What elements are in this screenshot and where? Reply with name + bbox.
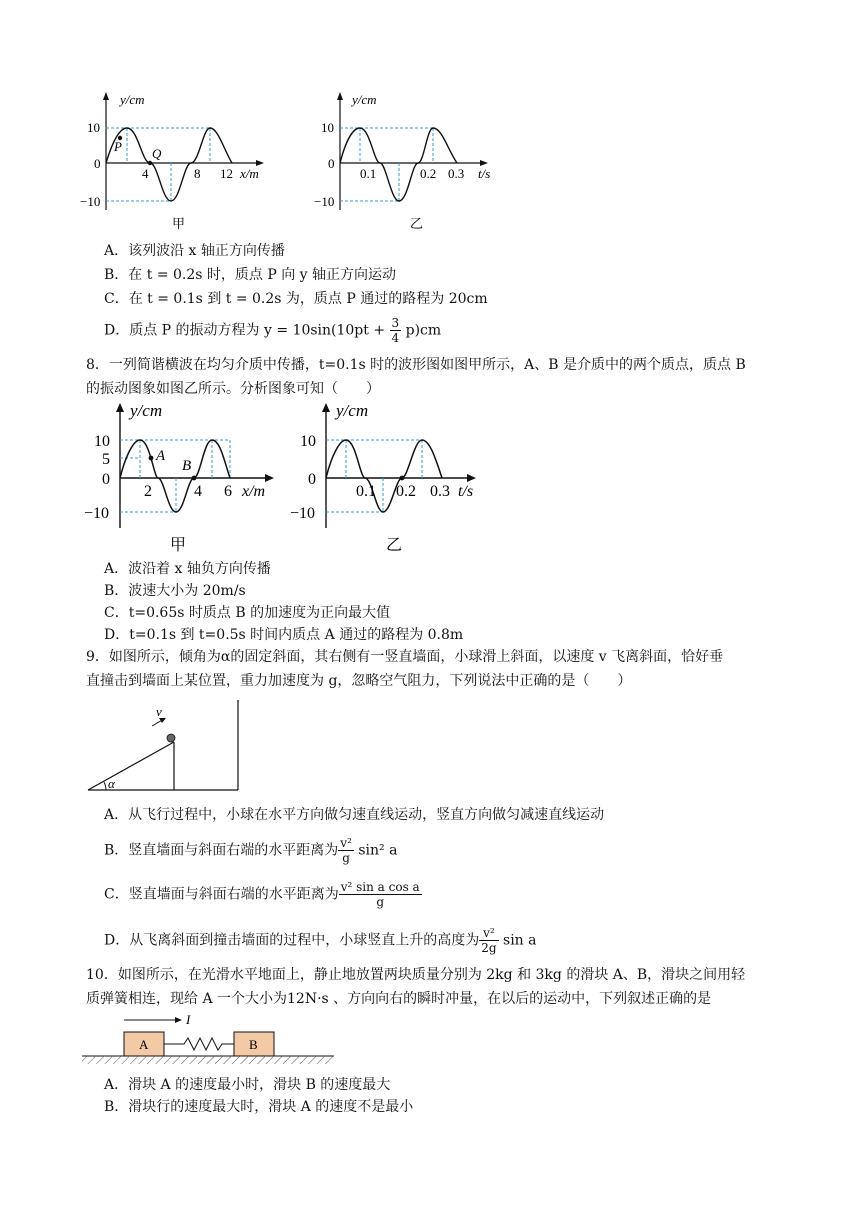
q9-d-fraction (479, 926, 498, 955)
q9-b-suffix: sin² a (358, 842, 398, 859)
block-b-label: B (249, 1037, 258, 1052)
q9-c-fraction (339, 880, 422, 909)
q7-yi-xlabel: t/s (478, 166, 491, 181)
q10-stem-line1: 10．如图所示，在光滑水平地面上，静止地放置两块质量分别为 2kg 和 3kg 的滑块 A、B，滑块之间用轻 (86, 967, 746, 983)
q7-jia-xtick: 8 (194, 166, 201, 181)
q7-yi-xtick: 0.2 (420, 166, 437, 181)
q7-option-d (104, 316, 441, 345)
q7-label-q: Q (152, 146, 162, 161)
q8-jia-ytick: 5 (102, 451, 110, 468)
q7-yi-caption: 乙 (410, 216, 424, 231)
q8-yi-ytick: 0 (308, 471, 316, 488)
q8-yi-ytick: −10 (290, 505, 316, 522)
q7-jia-xtick: 4 (142, 166, 149, 181)
q8-jia-ytick: −10 (84, 505, 110, 522)
q10-stem-line2: 质弹簧相连，现给 A 一个大小为12N·s 、方向向右的瞬时冲量，在以后的运动中，下列叙述正确的是 (86, 991, 712, 1007)
q9-b-den: g (342, 851, 350, 865)
q8-yi-xtick: 0.2 (396, 483, 416, 500)
q7-yi-xtick: 0.3 (448, 166, 465, 181)
impulse-label: I (186, 1012, 191, 1027)
velocity-label: v (156, 704, 162, 719)
q8-stem-line1: 8．一列简谐横波在均匀介质中传播，t=0.1s 时的波形图如图甲所示，A、B 是介质中的两个质点，质点 B (86, 357, 746, 373)
q10-option-b: B．滑块行的速度最大时，滑块 A 的速度不是最小 (104, 1099, 414, 1115)
q9-figure (84, 698, 254, 794)
q9-b-fraction (338, 836, 354, 865)
q9-option-d (104, 926, 537, 955)
q7-label-p: P (114, 139, 122, 154)
q7-jia-caption: 甲 (172, 216, 186, 231)
q7-yi-ytick: 10 (321, 120, 334, 135)
q9-d-num: v² (479, 926, 498, 941)
q8-jia-xtick: 4 (194, 483, 202, 500)
q7-jia-xlabel: x/m (240, 166, 259, 181)
spring (164, 1038, 234, 1050)
angle-label: α (108, 776, 115, 791)
q7-jia-ytick: −10 (80, 194, 101, 209)
q7-yi-ytick: −10 (314, 194, 335, 209)
q8-yi-xtick: 0.3 (430, 483, 450, 500)
q9-option-b (104, 836, 397, 865)
q10-figure (82, 1010, 338, 1070)
q10-option-a: A．滑块 A 的速度最小时，滑块 B 的速度最大 (104, 1077, 391, 1093)
block-a-label: A (139, 1037, 149, 1052)
q9-stem-line2: 直撞击到墙面上某位置，重力加速度为 g，忽略空气阻力，下列说法中正确的是（ ） (86, 673, 632, 689)
point-a (149, 456, 154, 461)
q8-jia-ytick: 0 (102, 471, 110, 488)
q8-jia-xtick: 2 (144, 483, 152, 500)
q7-graph-yi (312, 88, 512, 238)
q9-option-a: A．从飞行过程中，小球在水平方向做匀速直线运动，竖直方向做匀减速直线运动 (104, 807, 605, 823)
q9-c-num: v² sin a cos a (340, 880, 420, 894)
q9-d-den: 2g (481, 941, 497, 955)
q8-label-b: B (182, 458, 192, 474)
q7-d-prefix: D．质点 P 的振动方程为 y = 10sin(10pt + (104, 322, 386, 339)
q8-graph-yi (290, 398, 490, 560)
q9-d-prefix: D．从飞离斜面到撞击墙面的过程中，小球竖直上升的高度为 (104, 932, 480, 949)
q7-yi-ylabel: y/cm (352, 92, 377, 107)
q9-c-den: g (376, 895, 385, 909)
q7-jia-ytick: 10 (87, 120, 100, 135)
point-q (148, 161, 152, 165)
q8-label-a: A (156, 448, 166, 464)
q8-yi-point (400, 476, 405, 481)
q8-graph-jia (84, 398, 284, 560)
q7-option-a: A．该列波沿 x 轴正方向传播 (104, 243, 285, 259)
q7-option-b: B．在 t = 0.2s 时，质点 P 向 y 轴正方向运动 (104, 267, 397, 283)
q8-stem-line2: 的振动图象如图乙所示。分析图象可知（ ） (86, 381, 380, 397)
q9-c-prefix: C．竖直墙面与斜面右端的水平距离为 (104, 886, 339, 903)
q9-stem-line1: 9．如图所示，倾角为α的固定斜面，其右侧有一竖直墙面，小球滑上斜面，以速度 v 飞离斜面，恰好垂 (86, 649, 724, 665)
q7-d-den: 4 (391, 331, 400, 345)
q7-d-num: 3 (391, 316, 400, 330)
point-b (192, 476, 197, 481)
q9-b-prefix: B．竖直墙面与斜面右端的水平距离为 (104, 842, 339, 859)
q7-option-c: C．在 t = 0.1s 到 t = 0.2s 为，质点 P 通过的路程为 20cm (104, 291, 488, 307)
q8-jia-xlabel: x/m (242, 483, 266, 500)
q8-yi-caption: 乙 (386, 537, 403, 554)
q7-jia-ytick: 0 (94, 156, 101, 171)
q7-d-suffix: p)cm (405, 322, 442, 339)
q9-option-c (104, 880, 422, 909)
q7-yi-xtick: 0.1 (360, 166, 377, 181)
q8-jia-xtick: 6 (224, 483, 232, 500)
q8-jia-ytick: 10 (94, 433, 110, 450)
q8-option-c: C．t=0.65s 时质点 B 的加速度为正向最大值 (104, 605, 391, 621)
q7-graph-jia (80, 88, 280, 238)
q8-yi-xtick: 0.1 (356, 483, 376, 500)
q8-option-a: A．波沿着 x 轴负方向传播 (104, 561, 271, 577)
q8-jia-ylabel: y/cm (130, 401, 163, 420)
q7-yi-ytick: 0 (328, 156, 335, 171)
ball (167, 734, 175, 742)
q8-yi-ytick: 10 (300, 433, 316, 450)
q7-jia-xtick: 12 (220, 166, 233, 181)
q8-yi-ylabel: y/cm (336, 401, 369, 420)
q9-b-num: v² (340, 836, 352, 850)
q8-jia-caption: 甲 (170, 537, 187, 554)
q9-d-suffix: sin a (503, 932, 537, 949)
q7-d-fraction (390, 316, 402, 345)
q8-option-b: B．波速大小为 20m/s (104, 583, 246, 599)
q7-jia-ylabel: y/cm (120, 92, 145, 107)
q8-yi-xlabel: t/s (458, 483, 474, 500)
q8-option-d: D．t=0.1s 到 t=0.5s 时间内质点 A 通过的路程为 0.8m (104, 627, 464, 643)
